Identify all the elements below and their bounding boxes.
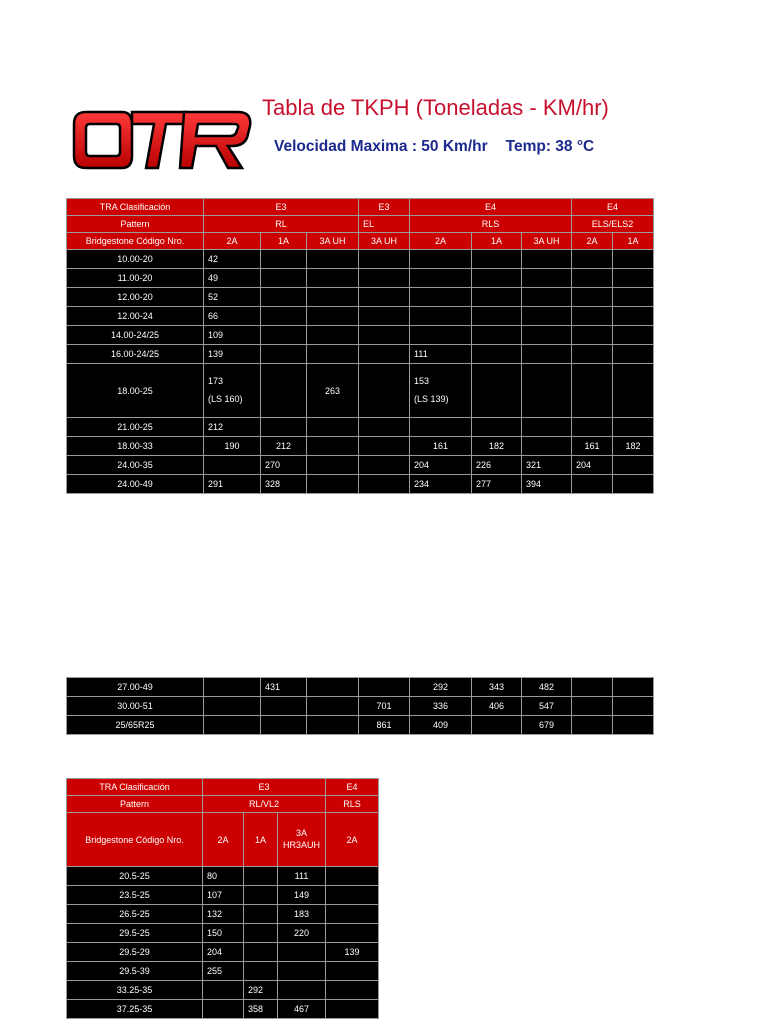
table-row xyxy=(67,716,654,735)
max-speed: Velocidad Maxima : 50 Km/hr xyxy=(274,138,488,155)
cell: 263 xyxy=(307,364,359,418)
cell xyxy=(359,345,410,364)
cell: 80 xyxy=(203,867,244,886)
cell xyxy=(307,475,359,494)
cell: 204 xyxy=(572,456,613,475)
tire-size: 24.00-35 xyxy=(67,456,204,475)
cell xyxy=(613,250,654,269)
tire-size: 21.00-25 xyxy=(67,418,204,437)
subtitle xyxy=(274,138,594,156)
cell xyxy=(261,418,307,437)
pattern-header: RLS xyxy=(410,216,572,233)
cell xyxy=(522,345,572,364)
cell-multiline xyxy=(204,364,261,418)
sub-header-line: 3A xyxy=(296,828,308,839)
tire-size: 10.00-20 xyxy=(67,250,204,269)
table-row xyxy=(67,1000,379,1019)
sub-header: 2A xyxy=(410,233,472,250)
table-row xyxy=(67,678,654,697)
tire-size: 37.25-35 xyxy=(67,1000,203,1019)
cell xyxy=(307,288,359,307)
cell xyxy=(613,475,654,494)
tkph-table-continued xyxy=(66,677,654,735)
cell xyxy=(613,307,654,326)
cell xyxy=(472,269,522,288)
cell xyxy=(244,867,278,886)
cell xyxy=(410,418,472,437)
cell: 226 xyxy=(472,456,522,475)
cell xyxy=(410,288,472,307)
code-label: Bridgestone Código Nro. xyxy=(67,813,203,867)
cell xyxy=(572,345,613,364)
cell: 66 xyxy=(204,307,261,326)
page-title: Tabla de TKPH (Toneladas - KM/hr) xyxy=(262,95,609,120)
cell: 547 xyxy=(522,697,572,716)
cell: 49 xyxy=(204,269,261,288)
cell xyxy=(307,250,359,269)
tire-size: 26.5-25 xyxy=(67,905,203,924)
cell: 701 xyxy=(359,697,410,716)
cell xyxy=(359,475,410,494)
cell xyxy=(572,716,613,735)
cell: 183 xyxy=(278,905,326,924)
cell xyxy=(572,250,613,269)
cell xyxy=(472,418,522,437)
table-row xyxy=(67,867,379,886)
pattern-label: Pattern xyxy=(67,796,203,813)
table-row xyxy=(67,269,654,288)
cell: 190 xyxy=(204,437,261,456)
tire-size: 12.00-24 xyxy=(67,307,204,326)
cell: 394 xyxy=(522,475,572,494)
tra-label: TRA Clasificación xyxy=(67,199,204,216)
cell xyxy=(522,250,572,269)
tra-label: TRA Clasificación xyxy=(67,779,203,796)
cell: 255 xyxy=(203,962,244,981)
cell: 292 xyxy=(244,981,278,1000)
table-row xyxy=(67,905,379,924)
cell: 109 xyxy=(204,326,261,345)
cell-note: (LS 139) xyxy=(414,393,449,404)
cell xyxy=(261,364,307,418)
cell xyxy=(410,307,472,326)
cell-value: 153 xyxy=(414,376,430,387)
cell xyxy=(326,981,379,1000)
cell: 679 xyxy=(522,716,572,735)
tire-size: 33.25-35 xyxy=(67,981,203,1000)
cell xyxy=(307,716,359,735)
table-row xyxy=(67,307,654,326)
cell: 861 xyxy=(359,716,410,735)
cell xyxy=(244,943,278,962)
cell xyxy=(472,307,522,326)
table-row xyxy=(67,437,654,456)
pattern-label: Pattern xyxy=(67,216,204,233)
cell: 150 xyxy=(203,924,244,943)
cell xyxy=(244,924,278,943)
cell xyxy=(359,269,410,288)
cell xyxy=(261,250,307,269)
cell xyxy=(472,326,522,345)
tire-size: 27.00-49 xyxy=(67,678,204,697)
cell xyxy=(261,288,307,307)
table-row xyxy=(67,456,654,475)
cell xyxy=(613,345,654,364)
cell xyxy=(203,981,244,1000)
cell xyxy=(359,678,410,697)
tra-header: E4 xyxy=(572,199,654,216)
cell xyxy=(261,697,307,716)
cell xyxy=(613,716,654,735)
cell xyxy=(359,437,410,456)
cell xyxy=(359,326,410,345)
cell: 467 xyxy=(278,1000,326,1019)
cell xyxy=(278,943,326,962)
cell xyxy=(359,364,410,418)
cell xyxy=(472,716,522,735)
cell xyxy=(613,288,654,307)
sub-header: 2A xyxy=(326,813,379,867)
cell xyxy=(307,678,359,697)
cell xyxy=(261,269,307,288)
cell xyxy=(613,697,654,716)
cell xyxy=(472,345,522,364)
cell xyxy=(204,456,261,475)
table-row xyxy=(67,475,654,494)
cell xyxy=(522,418,572,437)
cell xyxy=(261,345,307,364)
cell: 234 xyxy=(410,475,472,494)
cell xyxy=(307,269,359,288)
table-row xyxy=(67,288,654,307)
tra-header: E3 xyxy=(203,779,326,796)
tra-header: E4 xyxy=(326,779,379,796)
cell: 139 xyxy=(326,943,379,962)
sub-header: 3A UH xyxy=(307,233,359,250)
tire-size: 23.5-25 xyxy=(67,886,203,905)
table-row xyxy=(67,697,654,716)
cell: 182 xyxy=(613,437,654,456)
cell: 406 xyxy=(472,697,522,716)
temperature: Temp: 38 °C xyxy=(505,138,595,155)
tire-size: 16.00-24/25 xyxy=(67,345,204,364)
tkph-table-secondary xyxy=(66,778,379,1019)
cell xyxy=(522,269,572,288)
cell: 343 xyxy=(472,678,522,697)
cell xyxy=(326,905,379,924)
tra-header: E4 xyxy=(410,199,572,216)
sub-header: 1A xyxy=(261,233,307,250)
cell xyxy=(572,288,613,307)
table-row xyxy=(67,924,379,943)
cell: 291 xyxy=(204,475,261,494)
cell xyxy=(326,867,379,886)
tire-size: 29.5-25 xyxy=(67,924,203,943)
cell: 161 xyxy=(410,437,472,456)
cell: 161 xyxy=(572,437,613,456)
tire-size: 24.00-49 xyxy=(67,475,204,494)
cell xyxy=(359,288,410,307)
cell xyxy=(410,269,472,288)
cell: 409 xyxy=(410,716,472,735)
tire-size: 20.5-25 xyxy=(67,867,203,886)
cell: 482 xyxy=(522,678,572,697)
cell xyxy=(522,326,572,345)
cell: 336 xyxy=(410,697,472,716)
cell: 270 xyxy=(261,456,307,475)
cell: 277 xyxy=(472,475,522,494)
cell: 431 xyxy=(261,678,307,697)
cell xyxy=(613,326,654,345)
table-row xyxy=(67,981,379,1000)
cell: 321 xyxy=(522,456,572,475)
cell xyxy=(261,326,307,345)
cell xyxy=(278,981,326,1000)
cell xyxy=(307,456,359,475)
cell: 107 xyxy=(203,886,244,905)
cell-note: (LS 160) xyxy=(208,393,243,404)
cell xyxy=(244,962,278,981)
table-row xyxy=(67,962,379,981)
cell xyxy=(522,364,572,418)
tire-size: 14.00-24/25 xyxy=(67,326,204,345)
tire-size: 29.5-39 xyxy=(67,962,203,981)
cell xyxy=(613,269,654,288)
cell xyxy=(613,678,654,697)
cell xyxy=(572,475,613,494)
sub-header: 1A xyxy=(244,813,278,867)
sub-header: 1A xyxy=(613,233,654,250)
tire-size: 29.5-29 xyxy=(67,943,203,962)
cell: 212 xyxy=(204,418,261,437)
cell xyxy=(326,924,379,943)
table-row xyxy=(67,364,654,418)
tire-size: 18.00-33 xyxy=(67,437,204,456)
cell: 204 xyxy=(203,943,244,962)
cell: 111 xyxy=(410,345,472,364)
cell: 111 xyxy=(278,867,326,886)
pattern-header: EL xyxy=(359,216,410,233)
cell xyxy=(307,418,359,437)
cell xyxy=(307,697,359,716)
sub-header: 2A xyxy=(203,813,244,867)
cell xyxy=(359,250,410,269)
table-row xyxy=(67,418,654,437)
cell xyxy=(326,962,379,981)
cell xyxy=(204,678,261,697)
tkph-table-main xyxy=(66,198,654,494)
sub-header-line: HR3AUH xyxy=(283,839,321,850)
tire-size: 12.00-20 xyxy=(67,288,204,307)
cell: 292 xyxy=(410,678,472,697)
sub-header: 2A xyxy=(572,233,613,250)
cell xyxy=(572,269,613,288)
cell xyxy=(326,886,379,905)
tra-header: E3 xyxy=(359,199,410,216)
cell: 139 xyxy=(204,345,261,364)
cell: 204 xyxy=(410,456,472,475)
cell xyxy=(244,886,278,905)
cell xyxy=(522,437,572,456)
table-row xyxy=(67,345,654,364)
cell xyxy=(572,307,613,326)
cell xyxy=(307,326,359,345)
cell xyxy=(307,307,359,326)
cell xyxy=(261,716,307,735)
tire-size: 30.00-51 xyxy=(67,697,204,716)
cell: 132 xyxy=(203,905,244,924)
pattern-header: RL xyxy=(204,216,359,233)
tire-size: 18.00-25 xyxy=(67,364,204,418)
pattern-header: RL/VL2 xyxy=(203,796,326,813)
tra-header: E3 xyxy=(204,199,359,216)
cell xyxy=(261,307,307,326)
cell xyxy=(613,456,654,475)
cell xyxy=(359,456,410,475)
pattern-header: ELS/ELS2 xyxy=(572,216,654,233)
cell xyxy=(244,905,278,924)
cell xyxy=(572,326,613,345)
tire-size: 11.00-20 xyxy=(67,269,204,288)
cell xyxy=(307,437,359,456)
table-row xyxy=(67,886,379,905)
cell: 42 xyxy=(204,250,261,269)
table-row xyxy=(67,326,654,345)
cell: 149 xyxy=(278,886,326,905)
cell: 182 xyxy=(472,437,522,456)
cell xyxy=(472,364,522,418)
cell xyxy=(522,307,572,326)
cell xyxy=(204,697,261,716)
cell: 52 xyxy=(204,288,261,307)
cell xyxy=(572,678,613,697)
cell xyxy=(326,1000,379,1019)
cell-multiline xyxy=(410,364,472,418)
cell xyxy=(472,250,522,269)
table-row xyxy=(67,250,654,269)
cell xyxy=(572,364,613,418)
cell xyxy=(307,345,359,364)
cell xyxy=(613,364,654,418)
cell xyxy=(203,1000,244,1019)
cell xyxy=(204,716,261,735)
cell xyxy=(572,697,613,716)
cell xyxy=(359,418,410,437)
cell xyxy=(572,418,613,437)
cell xyxy=(472,288,522,307)
cell xyxy=(522,288,572,307)
pattern-header: RLS xyxy=(326,796,379,813)
otr-logo xyxy=(66,106,256,174)
cell xyxy=(278,962,326,981)
sub-header: 2A xyxy=(204,233,261,250)
cell xyxy=(359,307,410,326)
table-row xyxy=(67,943,379,962)
cell: 220 xyxy=(278,924,326,943)
cell xyxy=(410,250,472,269)
sub-header-multiline xyxy=(278,813,326,867)
cell-value: 173 xyxy=(208,376,224,387)
cell: 358 xyxy=(244,1000,278,1019)
sub-header: 3A UH xyxy=(522,233,572,250)
cell: 328 xyxy=(261,475,307,494)
code-label: Bridgestone Código Nro. xyxy=(67,233,204,250)
cell xyxy=(410,326,472,345)
cell: 212 xyxy=(261,437,307,456)
sub-header: 1A xyxy=(472,233,522,250)
sub-header: 3A UH xyxy=(359,233,410,250)
tire-size: 25/65R25 xyxy=(67,716,204,735)
cell xyxy=(613,418,654,437)
